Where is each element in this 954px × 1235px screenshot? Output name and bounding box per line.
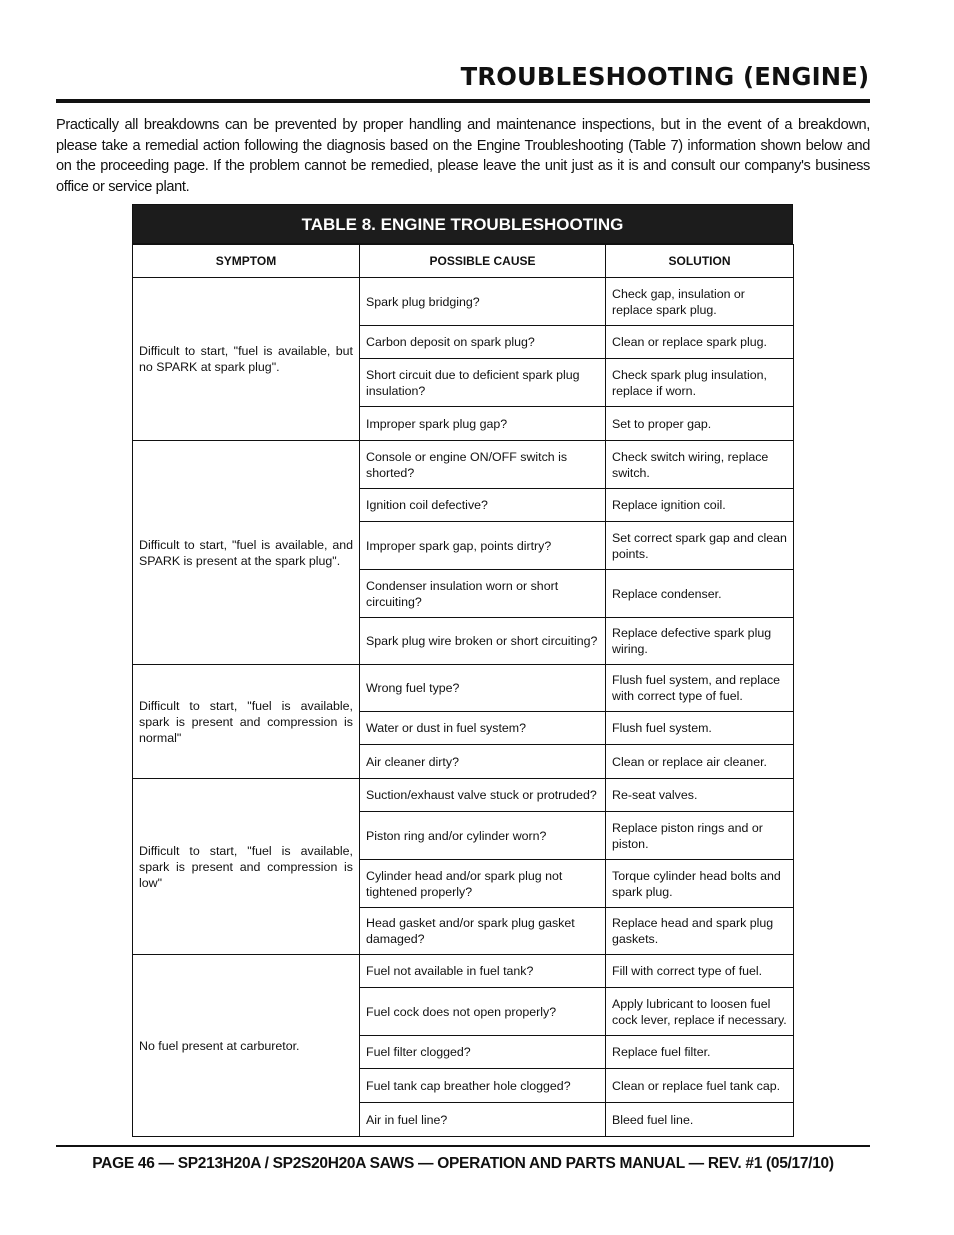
table-row — [133, 441, 794, 489]
solution-cell: Check switch wiring, replace switch. — [606, 441, 794, 489]
cause-cell: Improper spark plug gap? — [360, 407, 606, 441]
solution-cell: Clean or replace spark plug. — [606, 326, 794, 359]
cause-cell: Air in fuel line? — [360, 1103, 606, 1137]
solution-cell: Set to proper gap. — [606, 407, 794, 441]
solution-cell: Bleed fuel line. — [606, 1103, 794, 1137]
cause-cell: Cylinder head and/or spark plug not tightened properly? — [360, 860, 606, 908]
cause-cell: Improper spark gap, points dirtry? — [360, 522, 606, 570]
cause-cell: Fuel not available in fuel tank? — [360, 955, 606, 988]
title-rule — [56, 99, 870, 103]
solution-cell: Flush fuel system. — [606, 712, 794, 745]
solution-cell: Re-seat valves. — [606, 779, 794, 812]
solution-cell: Apply lubricant to loosen fuel cock lever, replace if necessary. — [606, 988, 794, 1036]
intro-paragraph: Practically all breakdowns can be prevented by proper handling and maintenance inspections, but in the event of a breakdown, please take a remedial action following the diagnosis based on the Engine Troubleshooting (Table 7) information shown below and on the proceeding page. If the problem cannot be remedied, please leave the unit just as it is and consult our company's business office or service plant. — [56, 117, 870, 195]
header-possible-cause: POSSIBLE CAUSE — [360, 245, 606, 278]
table-body — [133, 278, 794, 1137]
symptom-cell: No fuel present at carburetor. — [133, 955, 360, 1137]
solution-cell: Set correct spark gap and clean points. — [606, 522, 794, 570]
solution-cell: Replace piston rings and or piston. — [606, 812, 794, 860]
page-title: TROUBLESHOOTING (ENGINE) — [460, 62, 869, 91]
cause-cell: Spark plug bridging? — [360, 278, 606, 326]
troubleshooting-table — [132, 244, 794, 1137]
header-symptom: SYMPTOM — [133, 245, 360, 278]
cause-cell: Head gasket and/or spark plug gasket damaged? — [360, 908, 606, 955]
symptom-cell: Difficult to start, "fuel is available, and SPARK is present at the spark plug". — [133, 441, 360, 665]
table-row — [133, 665, 794, 712]
table-row — [133, 955, 794, 988]
solution-cell: Check spark plug insulation, replace if worn. — [606, 359, 794, 407]
symptom-cell: Difficult to start, "fuel is available, spark is present and compression is normal" — [133, 665, 360, 779]
cause-cell: Console or engine ON/OFF switch is shorted? — [360, 441, 606, 489]
table-row — [133, 779, 794, 812]
cause-cell: Fuel filter clogged? — [360, 1036, 606, 1069]
cause-cell: Fuel tank cap breather hole clogged? — [360, 1069, 606, 1103]
solution-cell: Replace fuel filter. — [606, 1036, 794, 1069]
cause-cell: Spark plug wire broken or short circuiting? — [360, 618, 606, 665]
solution-cell: Check gap, insulation or replace spark plug. — [606, 278, 794, 326]
page-footer: PAGE 46 — SP213H20A / SP2S20H20A SAWS — OPERATION AND PARTS MANUAL — REV. #1 (05/17/10) — [92, 1155, 834, 1172]
symptom-cell: Difficult to start, "fuel is available, but no SPARK at spark plug". — [133, 278, 360, 441]
table-row — [133, 278, 794, 326]
solution-cell: Flush fuel system, and replace with correct type of fuel. — [606, 665, 794, 712]
table-header-row — [133, 245, 794, 278]
cause-cell: Carbon deposit on spark plug? — [360, 326, 606, 359]
cause-cell: Water or dust in fuel system? — [360, 712, 606, 745]
cause-cell: Piston ring and/or cylinder worn? — [360, 812, 606, 860]
cause-cell: Short circuit due to deficient spark plug insulation? — [360, 359, 606, 407]
cause-cell: Fuel cock does not open properly? — [360, 988, 606, 1036]
solution-cell: Clean or replace fuel tank cap. — [606, 1069, 794, 1103]
solution-cell: Replace condenser. — [606, 570, 794, 618]
solution-cell: Replace head and spark plug gaskets. — [606, 908, 794, 955]
cause-cell: Air cleaner dirty? — [360, 745, 606, 779]
cause-cell: Suction/exhaust valve stuck or protruded? — [360, 779, 606, 812]
header-solution: SOLUTION — [606, 245, 794, 278]
cause-cell: Wrong fuel type? — [360, 665, 606, 712]
symptom-cell: Difficult to start, "fuel is available, spark is present and compression is low" — [133, 779, 360, 955]
solution-cell: Torque cylinder head bolts and spark plug. — [606, 860, 794, 908]
troubleshooting-table-container — [132, 204, 793, 1137]
table-caption: TABLE 8. ENGINE TROUBLESHOOTING — [132, 204, 793, 244]
solution-cell: Replace defective spark plug wiring. — [606, 618, 794, 665]
footer-rule — [56, 1145, 870, 1147]
cause-cell: Ignition coil defective? — [360, 489, 606, 522]
solution-cell: Fill with correct type of fuel. — [606, 955, 794, 988]
solution-cell: Replace ignition coil. — [606, 489, 794, 522]
cause-cell: Condenser insulation worn or short circuiting? — [360, 570, 606, 618]
solution-cell: Clean or replace air cleaner. — [606, 745, 794, 779]
